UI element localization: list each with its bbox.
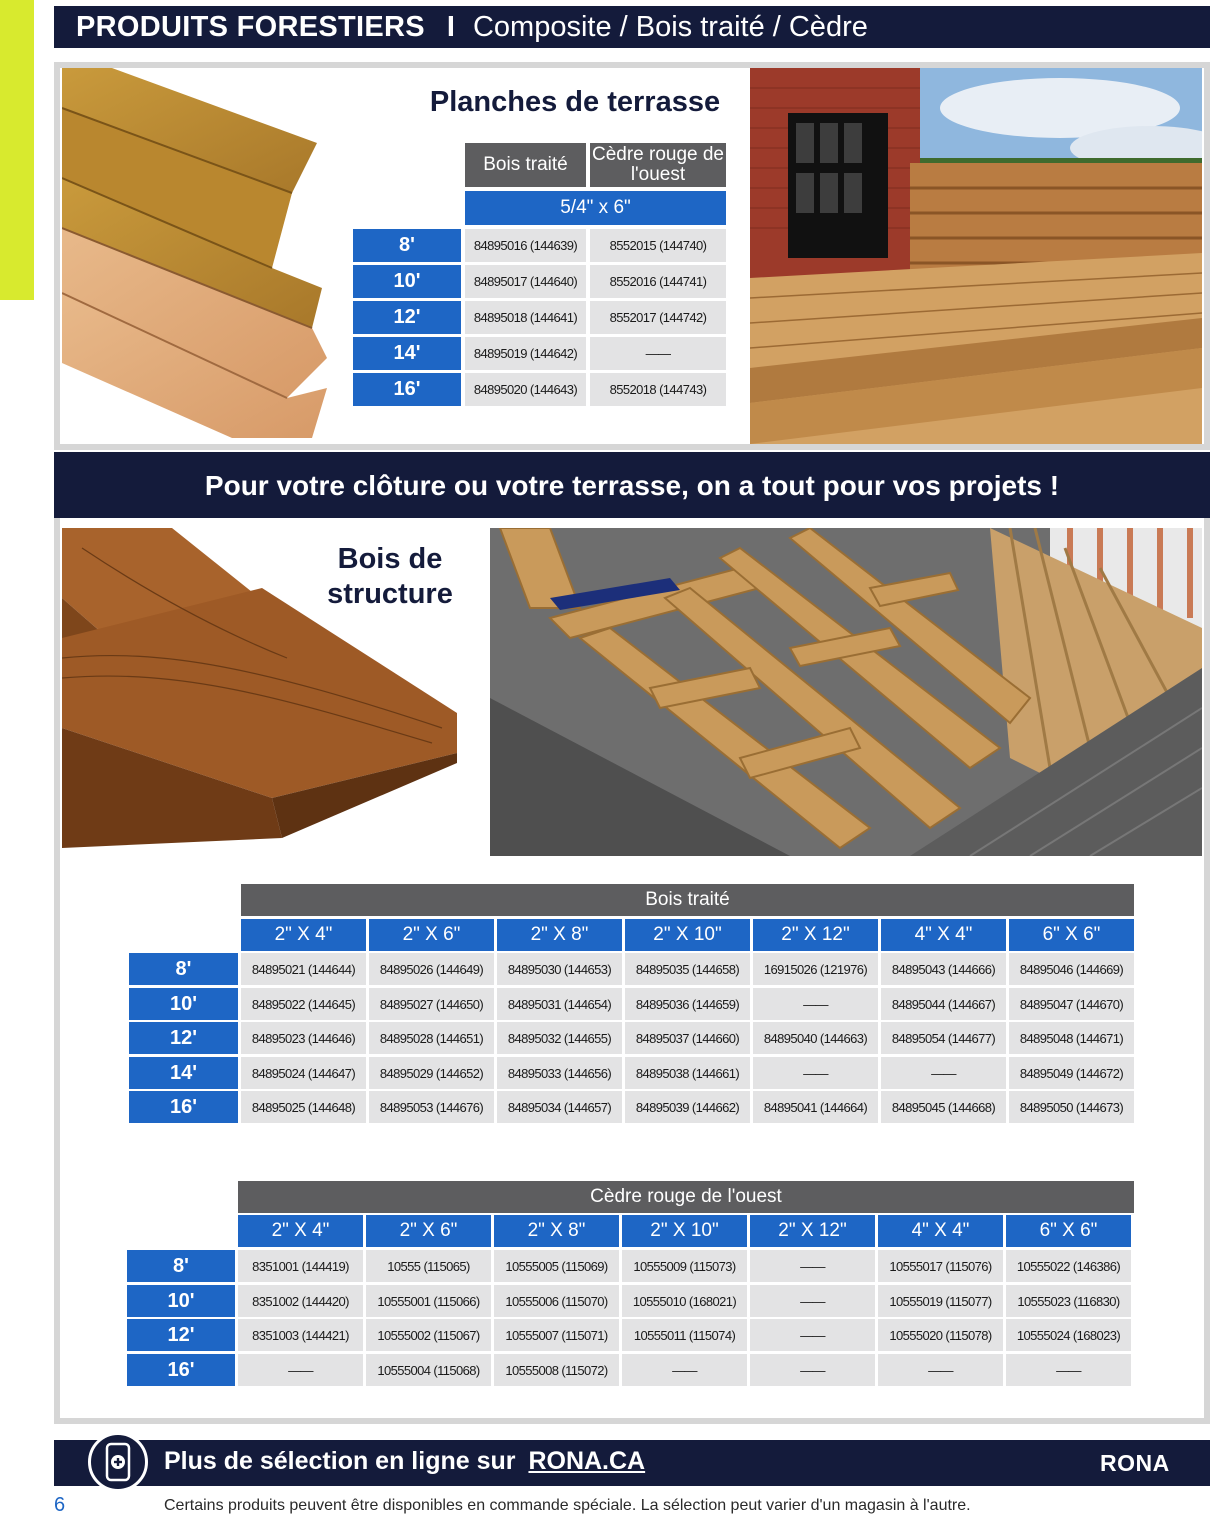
table-cell: 84895053 (144676)	[369, 1091, 494, 1123]
size-column-header: 2" X 4"	[241, 919, 366, 951]
table-cell: 84895044 (144667)	[881, 988, 1006, 1020]
table-cell: 84895049 (144672)	[1009, 1057, 1134, 1089]
table-cell: ——	[881, 1057, 1006, 1089]
table-cell: 84895021 (144644)	[241, 953, 366, 985]
table-cell: 10555009 (115073)	[622, 1250, 747, 1282]
table-cell: 8351003 (144421)	[238, 1319, 363, 1351]
decking-header-cedar: Cèdre rouge de l'ouest	[591, 144, 725, 185]
header-subcategory: Composite / Bois traité / Cèdre	[472, 10, 868, 43]
table-cell: 84895022 (144645)	[241, 988, 366, 1020]
row-length-label: 14'	[129, 1057, 238, 1089]
table-cell: 84895018 (144641)	[465, 301, 586, 334]
row-length-label: 8'	[129, 953, 238, 985]
table-cell: ——	[1006, 1354, 1131, 1386]
structure-title: Bois de structure	[327, 543, 453, 610]
table-cell: 10555006 (115070)	[494, 1285, 619, 1317]
table-cell: ——	[878, 1354, 1003, 1386]
size-column-header: 6" X 6"	[1009, 919, 1134, 951]
table-cell: ——	[238, 1354, 363, 1386]
table-cell: 84895032 (144655)	[497, 1022, 622, 1054]
row-length-label: 8'	[127, 1250, 235, 1282]
table-cell: ——	[750, 1354, 875, 1386]
row-length-label: 16'	[127, 1354, 235, 1386]
row-length-label: 12'	[129, 1022, 238, 1054]
table-cell: 10555010 (168021)	[622, 1285, 747, 1317]
table-cell: 84895039 (144662)	[625, 1091, 750, 1123]
deck-frame-photo	[490, 528, 1202, 856]
row-length-label: 16'	[353, 373, 461, 406]
table-cell: ——	[753, 988, 878, 1020]
size-column-header: 4" X 4"	[881, 919, 1006, 951]
table-cell: 10555002 (115067)	[366, 1319, 491, 1351]
table-cell: 84895030 (144653)	[497, 953, 622, 985]
table-cell: 84895020 (144643)	[465, 373, 586, 406]
row-length-label: 10'	[127, 1285, 235, 1317]
phone-plus-icon	[88, 1432, 148, 1492]
table-cell: 84895046 (144669)	[1009, 953, 1134, 985]
table-cell: 84895050 (144673)	[1009, 1091, 1134, 1123]
row-length-label: 10'	[353, 265, 461, 298]
size-column-header: 2" X 12"	[753, 919, 878, 951]
deck-photo	[750, 68, 1202, 444]
row-length-label: 12'	[353, 301, 461, 334]
table-cell: 84895037 (144660)	[625, 1022, 750, 1054]
size-column-header: 2" X 12"	[750, 1215, 875, 1247]
table-cell: 84895047 (144670)	[1009, 988, 1134, 1020]
table-cell: 10555007 (115071)	[494, 1319, 619, 1351]
table-cell: 84895045 (144668)	[881, 1091, 1006, 1123]
table-cell: ——	[750, 1250, 875, 1282]
table-cell: 8552015 (144740)	[590, 229, 726, 262]
size-column-header: 2" X 8"	[497, 919, 622, 951]
table-cell: 84895028 (144651)	[369, 1022, 494, 1054]
table-cell: ——	[590, 337, 726, 370]
table-cell: 8552018 (144743)	[590, 373, 726, 406]
rona-logo: RONA	[1100, 1450, 1170, 1476]
table-cell: 84895026 (144649)	[369, 953, 494, 985]
decking-title: Planches de terrasse	[429, 86, 721, 118]
size-column-header: 2" X 6"	[369, 919, 494, 951]
table-cell: 10555004 (115068)	[366, 1354, 491, 1386]
table-cell: 84895054 (144677)	[881, 1022, 1006, 1054]
header-separator: I	[446, 10, 455, 43]
size-column-header: 2" X 8"	[494, 1215, 619, 1247]
table-cell: 84895034 (144657)	[497, 1091, 622, 1123]
table-cell: 10555011 (115074)	[622, 1319, 747, 1351]
row-length-label: 12'	[127, 1319, 235, 1351]
table-cell: ——	[750, 1285, 875, 1317]
table-cell: 10555022 (146386)	[1006, 1250, 1131, 1282]
table-cell: ——	[622, 1354, 747, 1386]
table-cell: 84895023 (144646)	[241, 1022, 366, 1054]
row-length-label: 10'	[129, 988, 238, 1020]
page-number: 6	[54, 1494, 66, 1516]
table-cell: ——	[753, 1057, 878, 1089]
size-column-header: 2" X 4"	[238, 1215, 363, 1247]
table-cell: 84895035 (144658)	[625, 953, 750, 985]
table-cell: 84895031 (144654)	[497, 988, 622, 1020]
row-length-label: 16'	[129, 1091, 238, 1123]
table-cell: 84895036 (144659)	[625, 988, 750, 1020]
cedar-table-title: Cèdre rouge de l'ouest	[238, 1181, 1134, 1213]
size-column-header: 2" X 6"	[366, 1215, 491, 1247]
table-cell: 84895043 (144666)	[881, 953, 1006, 985]
table-cell: 84895038 (144661)	[625, 1057, 750, 1089]
table-cell: 10555 (115065)	[366, 1250, 491, 1282]
row-length-label: 8'	[353, 229, 461, 262]
table-cell: 84895033 (144656)	[497, 1057, 622, 1089]
row-length-label: 14'	[353, 337, 461, 370]
table-cell: 8351001 (144419)	[238, 1250, 363, 1282]
slogan-banner: Pour votre clôture ou votre terrasse, on a tout pour vos projets !	[54, 452, 1210, 520]
footer-text-label: Plus de sélection en ligne sur	[164, 1447, 516, 1475]
table-cell: 84895019 (144642)	[465, 337, 586, 370]
table-cell: 8552017 (144742)	[590, 301, 726, 334]
table-cell: 84895025 (144648)	[241, 1091, 366, 1123]
table-cell: 84895027 (144650)	[369, 988, 494, 1020]
table-cell: 10555017 (115076)	[878, 1250, 1003, 1282]
size-column-header: 2" X 10"	[622, 1215, 747, 1247]
rona-link[interactable]: RONA.CA	[528, 1447, 646, 1475]
table-cell: 10555023 (116830)	[1006, 1285, 1131, 1317]
table-cell: 10555024 (168023)	[1006, 1319, 1131, 1351]
table-cell: 8552016 (144741)	[590, 265, 726, 298]
decking-planks-image	[62, 68, 342, 448]
disclaimer-text: Certains produits peuvent être disponibles en commande spéciale. La sélection peut varier d'un magasin à l'autre.	[164, 1497, 971, 1514]
table-cell: 10555020 (115078)	[878, 1319, 1003, 1351]
table-cell: 84895017 (144640)	[465, 265, 586, 298]
size-column-header: 2" X 10"	[625, 919, 750, 951]
table-cell: ——	[750, 1319, 875, 1351]
treated-table-title: Bois traité	[241, 884, 1134, 916]
table-cell: 84895024 (144647)	[241, 1057, 366, 1089]
table-cell: 16915026 (121976)	[753, 953, 878, 985]
table-cell: 84895048 (144671)	[1009, 1022, 1134, 1054]
table-cell: 8351002 (144420)	[238, 1285, 363, 1317]
table-cell: 10555005 (115069)	[494, 1250, 619, 1282]
decking-size-header: 5/4" x 6"	[465, 191, 726, 225]
table-cell: 84895040 (144663)	[753, 1022, 878, 1054]
table-cell: 10555001 (115066)	[366, 1285, 491, 1317]
lime-edge-tab	[0, 0, 34, 300]
page-header	[54, 6, 1210, 48]
table-cell: 84895041 (144664)	[753, 1091, 878, 1123]
table-cell: 84895029 (144652)	[369, 1057, 494, 1089]
table-cell: 10555019 (115077)	[878, 1285, 1003, 1317]
header-category: PRODUITS FORESTIERS	[76, 10, 425, 43]
size-column-header: 6" X 6"	[1006, 1215, 1131, 1247]
decking-header-treated: Bois traité	[465, 143, 586, 187]
size-column-header: 4" X 4"	[878, 1215, 1003, 1247]
footer-online-text	[164, 1447, 645, 1476]
table-cell: 84895016 (144639)	[465, 229, 586, 262]
table-cell: 10555008 (115072)	[494, 1354, 619, 1386]
